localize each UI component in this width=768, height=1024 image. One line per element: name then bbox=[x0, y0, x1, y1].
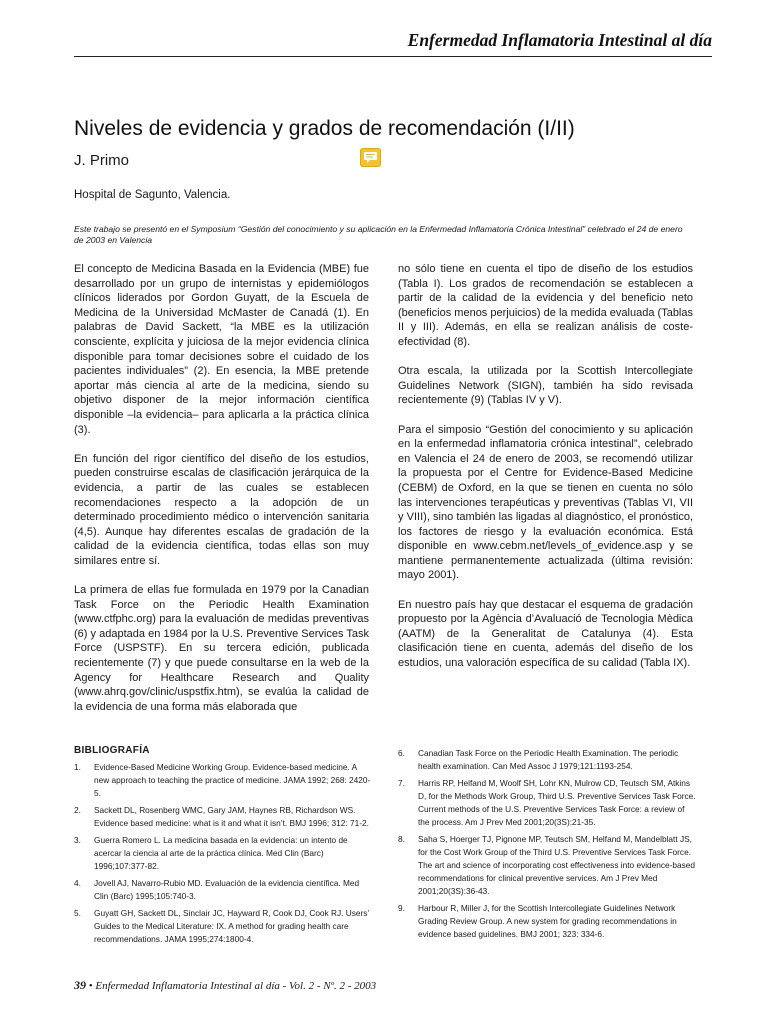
comment-icon[interactable] bbox=[360, 148, 381, 167]
reference-number: 7. bbox=[398, 778, 405, 788]
body-column-left bbox=[74, 262, 369, 729]
reference-text: Saha S, Hoerger TJ, Pignone MP, Teutsch SM, Helfand M, Mandelblatt JS, for the Cost Work Group of the Third U.S. Preventive Services Task Force. The art and science of incorporating cost effectiveness into evidence-based recommendations for clinical preventive services. Am J Prev Med 2001;20(3S):36-43. bbox=[418, 834, 696, 896]
symposium-note: Este trabajo se presentó en el Symposium “Gestión del conocimiento y su aplicación en la Enfermedad Inflamatoria Crónica Intestinal” celebrado el 24 de enero de 2003 en Valencia bbox=[74, 224, 683, 245]
reference-item bbox=[398, 777, 696, 829]
body-paragraph: no sólo tiene en cuenta el tipo de diseño de los estudios (Tabla I). Los grados de recomendación se establecen a partir de la calidad de la evidencia y del beneficio neto (beneficios menos perjuicios) de la medida evaluada (Tablas II y III). Además, en ella se realizan análisis de coste-efectividad (8). bbox=[398, 263, 693, 348]
page-footer bbox=[74, 978, 376, 993]
body-paragraph: El concepto de Medicina Basada en la Evidencia (MBE) fue desarrollado por un grupo de internistas y epidemiólogos clínicos liderados por Gordon Guyatt, de la Escuela de Medicina de la Universidad McMaster de Canadá (1). En palabras de David Sackett, “la MBE es la utilización consciente, explícita y juiciosa de la mejor evidencia clínica disponible para tomar decisiones sobre el cuidado de los pacientes individuales” (2). En esencia, la MBE pretende aportar más ciencia al arte de la medicina, siendo su objetivo disponer de la mejor información científica disponible –la evidencia– para aplicarla a la práctica clínica (3). bbox=[74, 263, 369, 436]
reference-item bbox=[74, 907, 372, 946]
reference-item bbox=[398, 747, 696, 773]
reference-text: Canadian Task Force on the Periodic Health Examination. The periodic health examination. Can Med Assoc J 1979;121:1193-254. bbox=[418, 748, 679, 771]
body-paragraph: En función del rigor científico del diseño de los estudios, pueden construirse escalas de clasificación jerárquica de la evidencia, a partir de las cuales se establecen recomendaciones respecto a la adopción de un determinado procedimiento médico o intervención sanitaria (4,5). Aunque hay diferentes escalas de gradación de la calidad de la evidencia científica, todas ellas son muy similares entre sí. bbox=[74, 452, 369, 567]
page-number: 39 bbox=[74, 978, 86, 992]
reference-item bbox=[398, 902, 696, 941]
reference-number: 1. bbox=[74, 762, 81, 772]
bibliography-list-left bbox=[74, 761, 372, 950]
reference-text: Harris RP, Helfand M, Woolf SH, Lohr KN, Mulrow CD, Teutsch SM, Atkins D, for the Methods Work Group, Third U.S. Preventive Services Task Force. Current methods of the U.S. Preventive Services Task Force: a review of the process. Am J Prev Med 2001;20(3S):21-35. bbox=[418, 778, 696, 827]
reference-item bbox=[74, 834, 372, 873]
body-paragraph: Para el simposio “Gestión del conocimiento y su aplicación en la enfermedad inflamatoria crónica intestinal”, celebrado en Valencia el 24 de enero de 2003, se recomendó utilizar la propuesta por el Centre for Evidence-Based Medicine (CEBM) de Oxford, en la que se tienen en cuenta no sólo las intervenciones terapéuticas y preventivas (Tablas VI, VII y VIII), sino también las ligadas al diagnóstico, el pronóstico, los factores de riesgo y la evaluación económica. Está disponible en www.cebm.net/levels_of_evidence.asp y se mantiene permanentemente actualizada (última revisión: mayo 2001). bbox=[398, 423, 693, 582]
reference-number: 4. bbox=[74, 878, 81, 888]
comment-glyph-icon bbox=[360, 148, 381, 167]
journal-header: Enfermedad Inflamatoria Intestinal al día bbox=[407, 30, 712, 50]
reference-text: Evidence-Based Medicine Working Group. Evidence-based medicine. A new approach to teaching the practice of medicine. JAMA 1992; 268: 2420-5. bbox=[94, 762, 371, 798]
reference-text: Jovell AJ, Navarro-Rubio MD. Evaluación de la evidencia científica. Med Clin (Barc) 1995;105:740-3. bbox=[94, 878, 360, 901]
reference-item bbox=[74, 761, 372, 800]
article-affiliation: Hospital de Sagunto, Valencia. bbox=[74, 189, 231, 201]
reference-number: 3. bbox=[74, 835, 81, 845]
reference-number: 2. bbox=[74, 805, 81, 815]
reference-text: Sackett DL, Rosenberg WMC, Gary JAM, Haynes RB, Richardson WS. Evidence based medicine: what is it and what it isn’t. BMJ 1996; 312: 71-2. bbox=[94, 805, 369, 828]
reference-number: 8. bbox=[398, 834, 405, 844]
bibliography-title: BIBLIOGRAFÍA bbox=[74, 745, 150, 756]
reference-text: Guyatt GH, Sackett DL, Sinclair JC, Hayward R, Cook DJ, Cook RJ. Users’ Guides to the Medical Literature: IX. A method for grading health care recommendations. JAMA 1995;274:1800-4. bbox=[94, 908, 369, 944]
body-paragraph: Otra escala, la utilizada por la Scottish Intercollegiate Guidelines Network (SIGN), también ha sido revisada recientemente (9) (Tablas IV y V). bbox=[398, 365, 693, 407]
body-paragraph: La primera de ellas fue formulada en 1979 por la Canadian Task Force on the Periodic Health Examination (www.ctfphc.org) para la evaluación de medidas preventivas (6) y adaptada en 1984 por la U.S. Preventive Services Task Force (USPSTF). En su tercera edición, publicada recientemente (7) y que puede consultarse en la web de la Agency for Healthcare Research and Quality (www.ahrq.gov/clinic/uspstfix.htm), se evalúa la calidad de la evidencia de una forma más elaborada que bbox=[74, 584, 369, 713]
footer-text: • Enfermedad Inflamatoria Intestinal al día - Vol. 2 - Nº. 2 - 2003 bbox=[88, 980, 377, 992]
reference-text: Harbour R, Miller J, for the Scottish Intercollegiate Guidelines Network Grading Review Group. A new system for grading recommendations in evidence based guidelines. BMJ 2001; 323: 334-6. bbox=[418, 903, 677, 939]
body-column-right bbox=[398, 262, 693, 685]
reference-item bbox=[74, 804, 372, 830]
reference-number: 9. bbox=[398, 903, 405, 913]
reference-number: 6. bbox=[398, 748, 405, 758]
article-author: J. Primo bbox=[74, 152, 130, 169]
body-paragraph: En nuestro país hay que destacar el esquema de gradación propuesto por la Agència d’Avaluació de Tecnologia Mèdica (AATM) de la Generalitat de Catalunya (4). Esta clasificación tiene en cuenta, además del diseño de los estudios, una valoración específica de su calidad (Tabla IX). bbox=[398, 598, 693, 670]
reference-item bbox=[398, 833, 696, 898]
reference-item bbox=[74, 877, 372, 903]
bibliography-list-right bbox=[398, 747, 696, 945]
reference-number: 5. bbox=[74, 908, 81, 918]
article-title: Niveles de evidencia y grados de recomendación (I/II) bbox=[74, 117, 575, 140]
reference-text: Guerra Romero L. La medicina basada en la evidencia: un intento de acercar la ciencia al arte de la práctica clínica. Med Clin (Barc) 1996;107:377-82. bbox=[94, 835, 348, 871]
header-rule bbox=[74, 56, 712, 57]
